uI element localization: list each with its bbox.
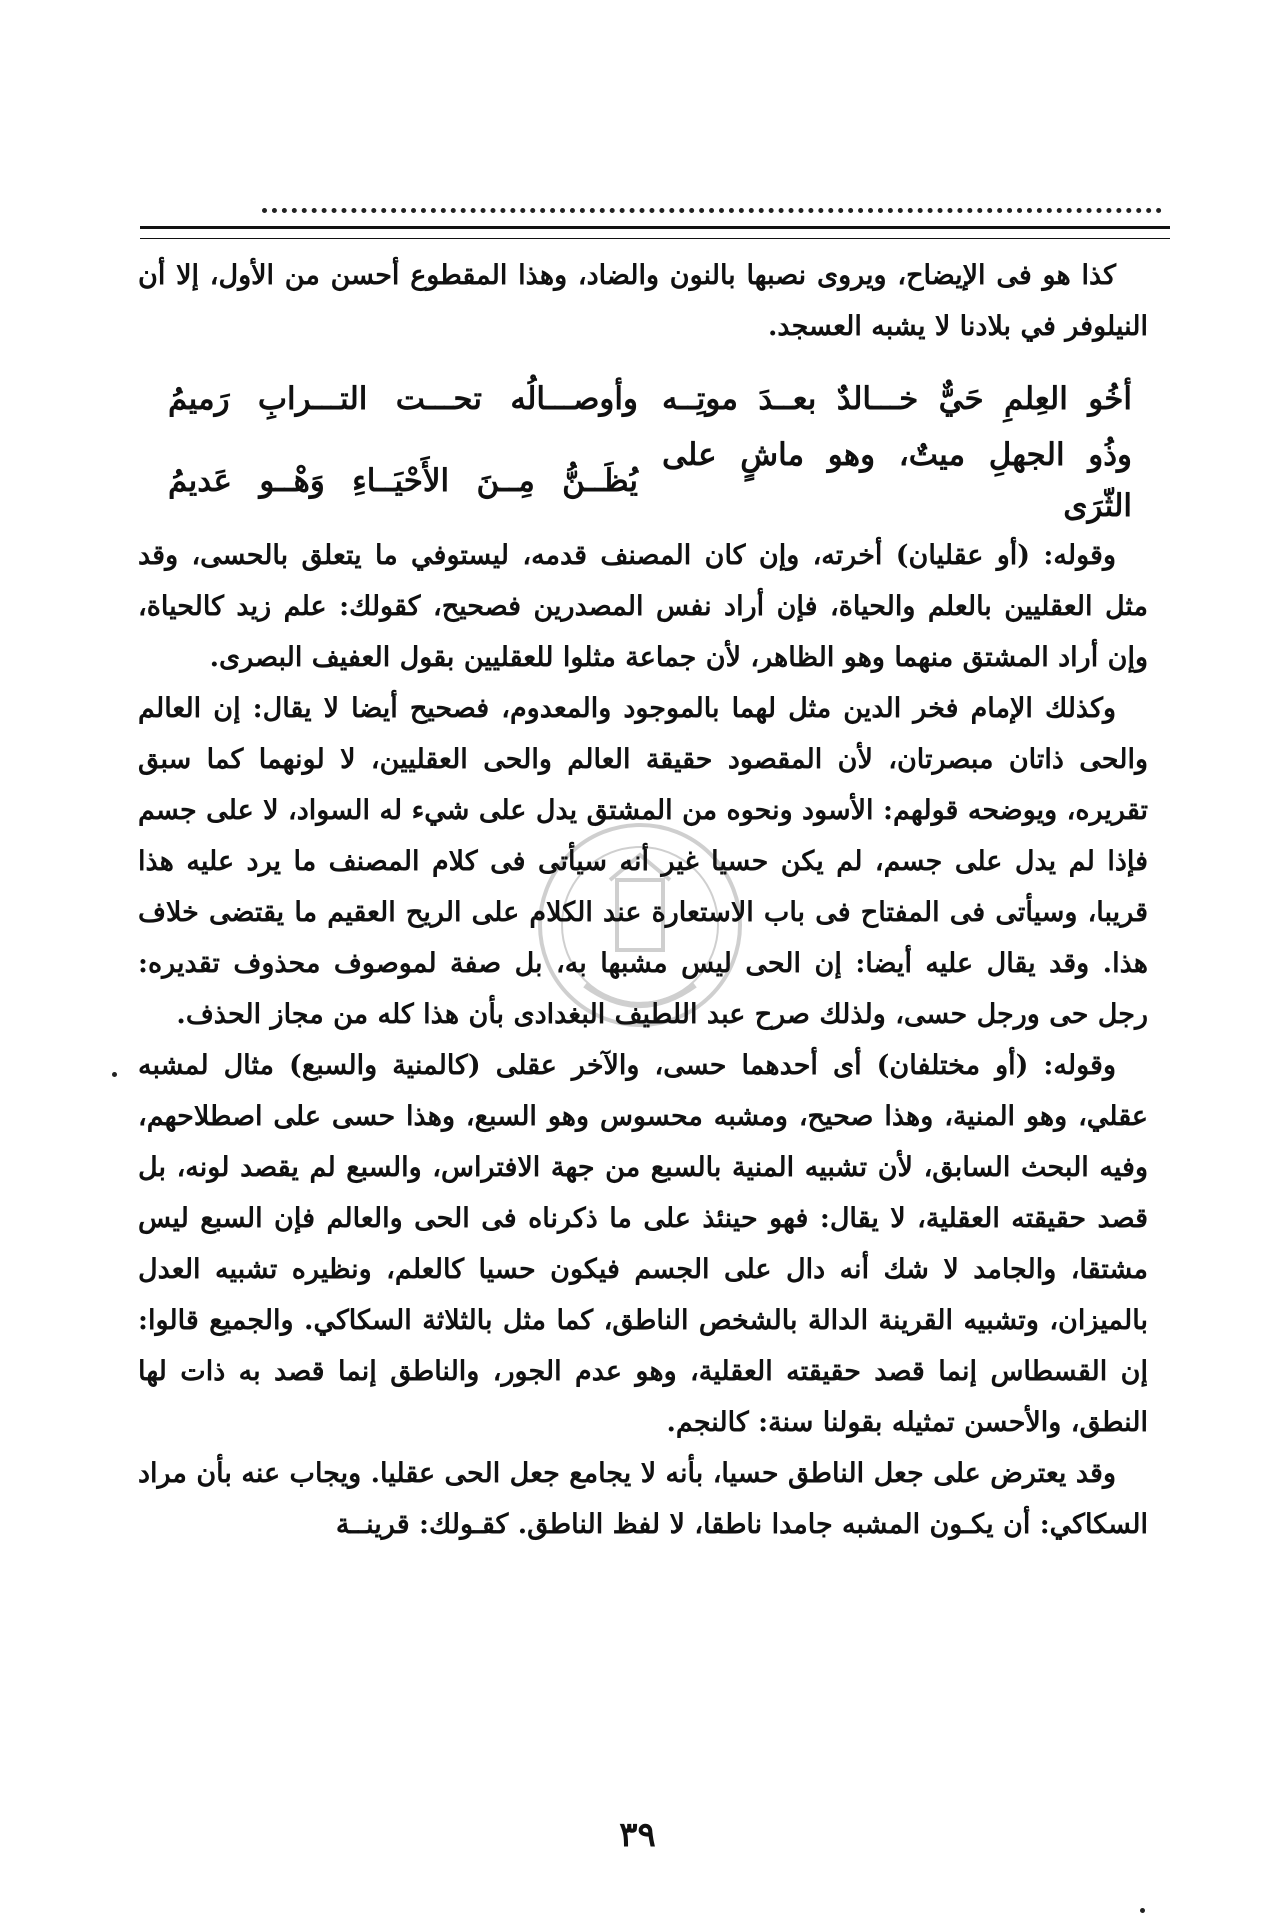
poem-hemistich-right: أخُو العِلمِ حَيٌّ خـــالدٌ بعــدَ موتِــه — [662, 380, 1132, 417]
header-dotted-line — [262, 208, 1162, 217]
poem-verse — [138, 437, 1148, 524]
scan-speck — [1140, 1908, 1145, 1913]
poem-hemistich-right: وذُو الجهلِ ميتٌ، وهو ماشٍ على الثّرَى — [662, 437, 1132, 524]
paragraph: وقوله: (أو مختلفان) أى أحدهما حسى، والآخر عقلى (كالمنية والسبع) مثال لمشبه عقلي، وهو المنية، وهذا صحيح، ومشبه محسوس وهو السبع، وهذا حسى على اصطلاحهم، وفيه البحث السابق، لأن تشبيه المنية بالسبع من جهة الافتراس، والسبع لم يقصد لونه، بل قصد حقيقته العقلية، لا يقال: فهو حينئذ على ما ذكرناه فى الحى والعالم فإن السبع ليس مشتقا، والجامد لا شك أنه دال على الجسم فيكون حسيا كالعلم، ونظيره تشبيه العدل بالميزان، وتشبيه القرينة الدالة بالشخص الناطق، كما مثل بالثلاثة السكاكي. والجميع قالوا: إن القسطاس إنما قصد حقيقته العقلية، وهو عدم الجور، والناطق إنما قصد به ذات لها النطق، والأحسن تمثيله بقولنا سنة: كالنجم. — [138, 1050, 1148, 1438]
paragraph: وقوله: (أو عقليان) أخرته، وإن كان المصنف قدمه، ليستوفي ما يتعلق بالحسى، وقد مثل العقليين بالعلم والحياة، فإن أراد نفس المصدرين فصحيح، كقولك: علم زيد كالحياة، وإن أراد المشتق منهما وهو الظاهر، لأن جماعة مثلوا للعقليين بقول العفيف البصرى. — [138, 540, 1148, 673]
poem-hemistich-left: وأوصـــالُه تحـــت التـــرابِ رَميمُ — [168, 380, 638, 417]
paragraph: وكذلك الإمام فخر الدين مثل لهما بالموجود والمعدوم، فصحيح أيضا لا يقال: إن العالم والحى ذاتان مبصرتان، لأن المقصود حقيقة العالم والحى العقليين، لا لونهما كما سبق تقريره، ويوضحه قولهم: الأسود ونحوه من المشتق يدل على شيء له السواد، لا على جسم فإذا لم يدل على جسم، لم يكن حسيا غير أنه سيأتى فى كلام المصنف ما يرد عليه هذا قريبا، وسيأتى فى المفتاح فى باب الاستعارة عند الكلام على الريح العقيم ما يقتضى خلاف هذا. وقد يقال عليه أيضا: إن الحى ليس مشبها به، بل صفة لموصوف محذوف تقديره: رجل حى ورجل حسى، ولذلك صرح عبد اللطيف البغدادى بأن هذا كله من مجاز الحذف. — [138, 693, 1148, 1030]
page-body — [138, 250, 1148, 1550]
paragraph-intro: كذا هو فى الإيضاح، ويروى نصبها بالنون والضاد، وهذا المقطوع أحسن من الأول، إلا أن النيلوفر في بلادنا لا يشبه العسجد. — [138, 260, 1148, 342]
scan-speck — [112, 1072, 117, 1077]
poem-hemistich-left: يُظَــنُّ مِــنَ الأَحْيَــاءِ وَهْــو عَديمُ — [168, 462, 638, 499]
poem — [138, 358, 1148, 522]
page-number: ٣٩ — [619, 1815, 656, 1855]
paragraph: وقد يعترض على جعل الناطق حسيا، بأنه لا يجامع جعل الحى عقليا. ويجاب عنه بأن مراد السكاكي: أن يكـون المشبه جامدا ناطقا، لا لفظ الناطق. كقـولك: قرينــة — [138, 1458, 1148, 1540]
poem-verse — [138, 358, 1148, 440]
header-rule — [140, 226, 1170, 239]
